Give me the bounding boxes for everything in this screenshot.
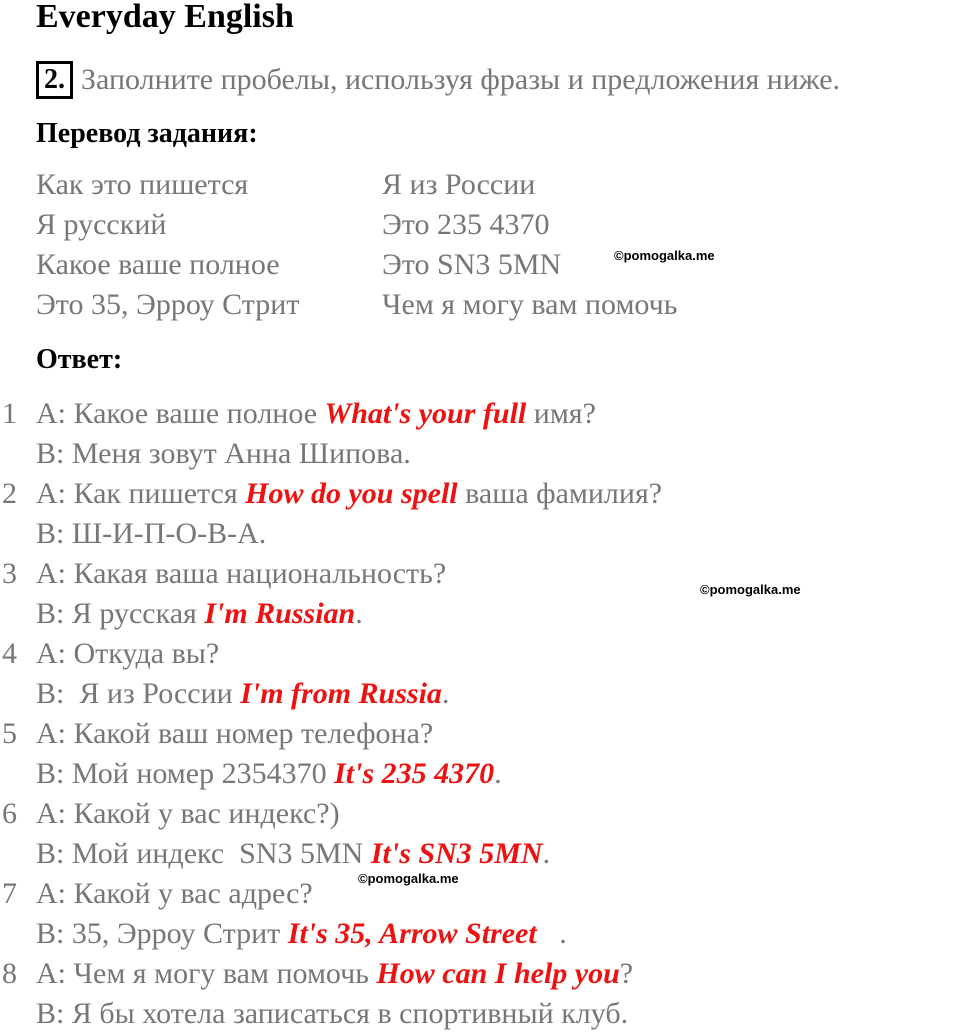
task-instruction	[36, 60, 840, 100]
dialogue-1-line-a	[2, 394, 596, 434]
dialogue-text: B: Мой индекс SN3 5MN	[36, 837, 371, 870]
dialogue-7-line-b	[36, 914, 567, 954]
phrase-right-2: Это 235 4370	[382, 208, 550, 241]
dialogue-number: 5	[2, 717, 17, 750]
dialogue-number: 4	[2, 637, 17, 670]
dialogue-4-line-b	[36, 674, 449, 714]
dialogue-number: 2	[2, 477, 17, 510]
dialogue-6-line-a	[2, 794, 340, 834]
dialogue-text: A: Какая ваша национальность?	[36, 557, 447, 590]
phrase-left-2: Я русский	[36, 208, 167, 241]
phrase-left-3: Какое ваше полное	[36, 248, 280, 281]
dialogue-5-line-a	[2, 714, 434, 754]
dialogue-text: A: Откуда вы?	[36, 637, 220, 670]
watermark-2: ©pomogalka.me	[700, 582, 801, 597]
task-text: Заполните пробелы, используя фразы и предложения ниже.	[81, 63, 841, 96]
dialogue-text: A: Какой у вас индекс?)	[36, 797, 340, 830]
dialogue-text: B: Я русская	[36, 597, 205, 630]
phrase-left-1: Как это пишется	[36, 168, 249, 201]
dialogue-text: A: Какое ваше полное	[36, 397, 325, 430]
dialogue-text: B: 35, Эрроу Стрит	[36, 917, 288, 950]
dialogue-text: B: Меня зовут Анна Шипова.	[36, 437, 411, 470]
answer-text: I'm from Russia	[240, 677, 442, 710]
dialogue-text: ?	[619, 957, 634, 990]
dialogue-text: .	[536, 917, 567, 950]
phrase-left-4: Это 35, Эрроу Стрит	[36, 288, 300, 321]
phrase-right-4: Чем я могу вам помочь	[382, 288, 678, 321]
dialogue-text: B: Мой номер 2354370	[36, 757, 335, 790]
dialogue-text: A: Как пишется	[36, 477, 246, 510]
dialogue-3-line-a	[2, 554, 447, 594]
dialogue-5-line-b	[36, 754, 502, 794]
dialogue-8-line-b	[36, 994, 628, 1034]
dialogue-3-line-b	[36, 594, 363, 634]
dialogue-2-line-a	[2, 474, 663, 514]
watermark-3: ©pomogalka.me	[358, 871, 459, 886]
watermark-1: ©pomogalka.me	[614, 248, 715, 263]
dialogue-4-line-a	[2, 634, 220, 674]
dialogue-text: .	[542, 837, 551, 870]
dialogue-text: A: Какой ваш номер телефона?	[36, 717, 434, 750]
answer-heading: Ответ:	[36, 344, 123, 375]
answer-text: It's SN3 5MN	[370, 837, 543, 870]
page-title: Everyday English	[36, 0, 294, 35]
task-number-box: 2.	[36, 61, 73, 99]
answer-text: I'm Russian	[204, 597, 356, 630]
dialogue-text: имя?	[526, 397, 596, 430]
dialogue-6-line-b	[36, 834, 550, 874]
dialogue-number: 1	[2, 397, 17, 430]
answer-text: How can I help you	[376, 957, 620, 990]
answer-text: It's 235 4370	[334, 757, 495, 790]
dialogue-number: 8	[2, 957, 17, 990]
phrase-right-3: Это SN3 5MN	[382, 248, 562, 281]
answer-text: It's 35, Arrow Street	[287, 917, 537, 950]
dialogue-text: ваша фамилия?	[457, 477, 663, 510]
dialogue-8-line-a	[2, 954, 634, 994]
dialogue-number: 3	[2, 557, 17, 590]
dialogue-text: B: Я из России	[36, 677, 241, 710]
answer-text: What's your full	[324, 397, 527, 430]
dialogue-text: B: Ш-И-П-О-В-А.	[36, 517, 267, 550]
phrase-right-1: Я из России	[382, 168, 536, 201]
dialogue-1-line-b	[36, 434, 411, 474]
dialogue-7-line-a	[2, 874, 313, 914]
dialogue-text: .	[494, 757, 502, 790]
dialogue-text: A: Чем я могу вам помочь	[36, 957, 377, 990]
dialogue-text: A: Какой у вас адрес?	[36, 877, 313, 910]
dialogue-text: .	[441, 677, 450, 710]
dialogue-number: 7	[2, 877, 17, 910]
dialogue-text: B: Я бы хотела записаться в спортивный клуб.	[36, 997, 629, 1030]
dialogue-2-line-b	[36, 514, 266, 554]
answer-text: How do you spell	[245, 477, 458, 510]
dialogue-number: 6	[2, 797, 17, 830]
dialogue-text: .	[355, 597, 363, 630]
translation-heading: Перевод задания:	[36, 118, 258, 149]
